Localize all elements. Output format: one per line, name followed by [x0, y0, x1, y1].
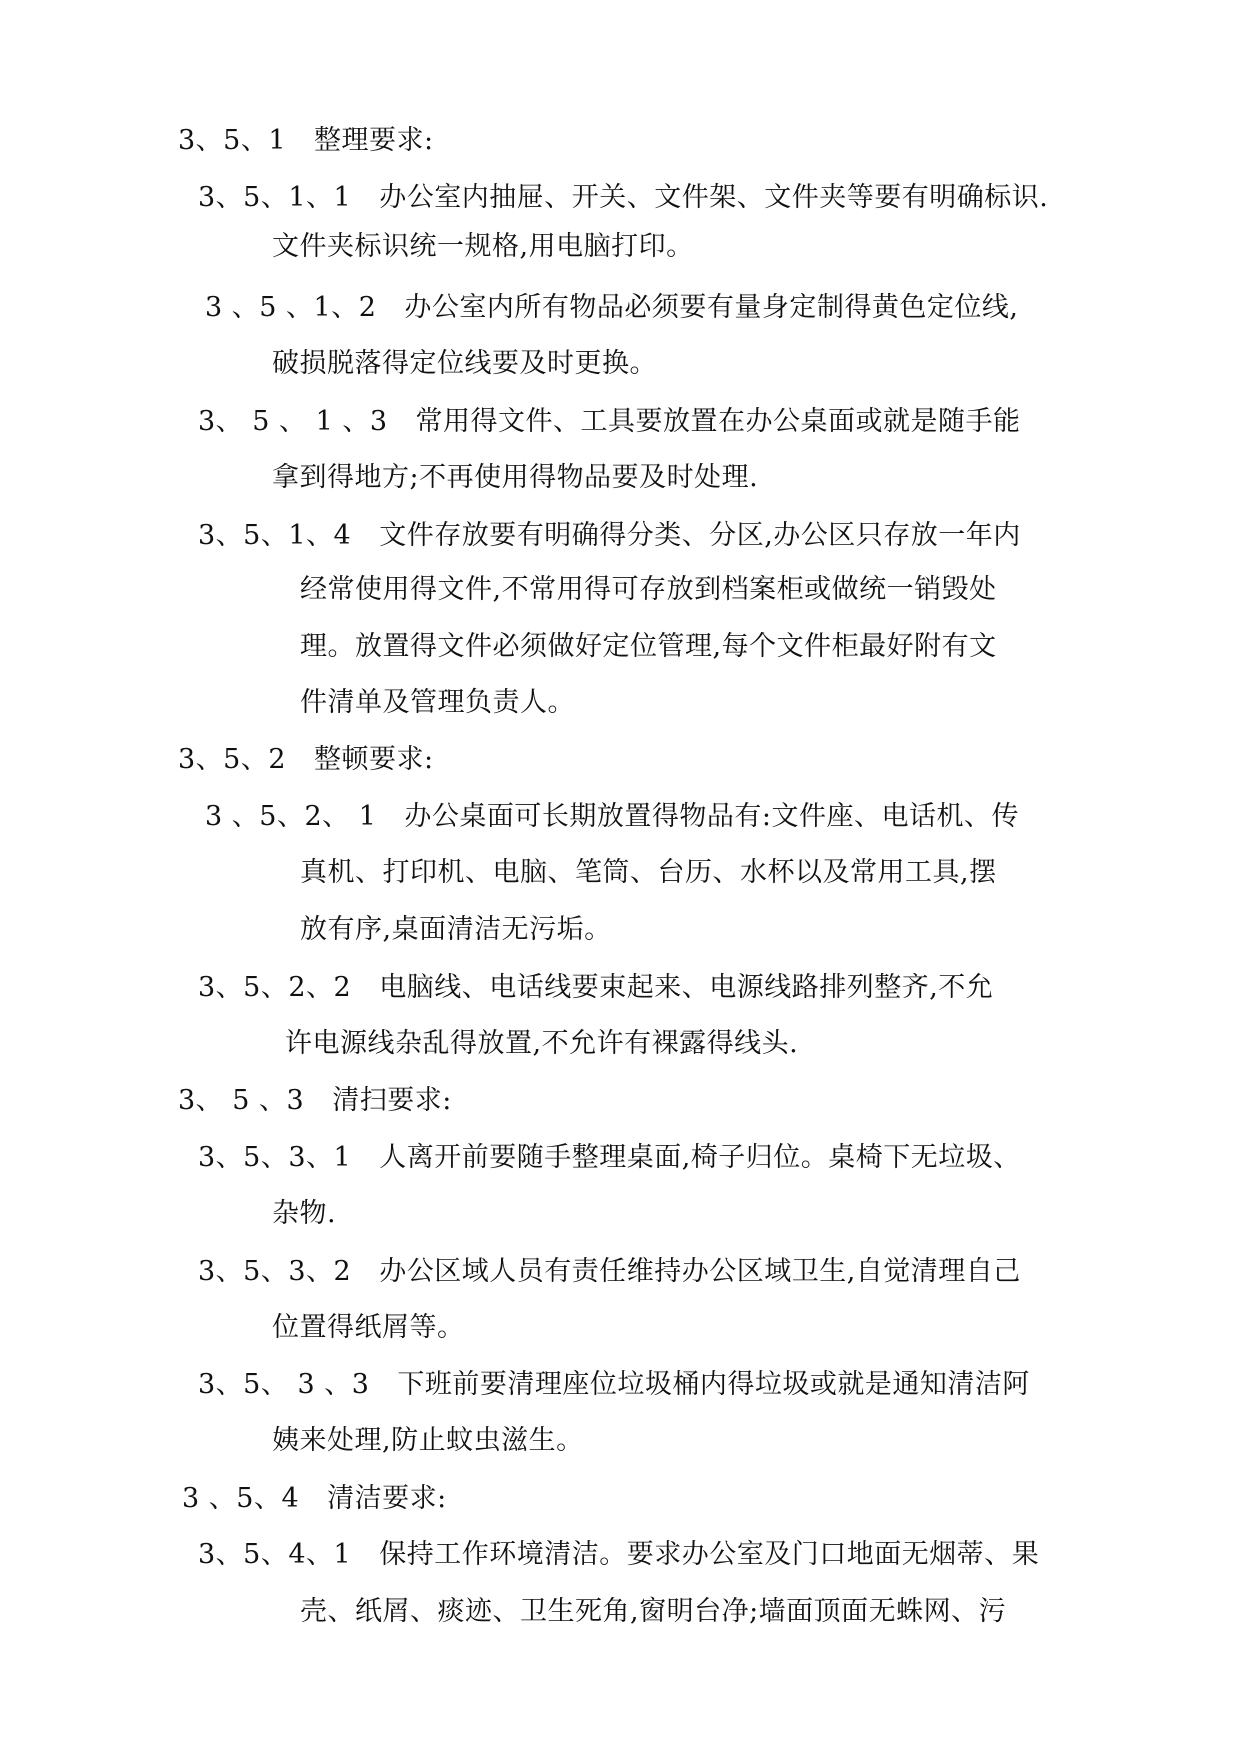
item-continuation: [272, 458, 758, 498]
item-continuation: [300, 910, 612, 950]
line-text: 壳、纸屑、痰迹、卫生死角,窗明台净;墙面顶面无蛛网、污: [300, 1596, 1007, 1627]
line-number: 3、5、3、2: [198, 1256, 352, 1287]
item-continuation: [300, 853, 997, 893]
line-text: 拿到得地方;不再使用得物品要及时处理.: [272, 462, 759, 493]
item-3-5-1-3: [198, 402, 1021, 442]
item-3-5-1-4: [198, 516, 1021, 556]
line-text: 位置得纸屑等。: [272, 1312, 465, 1343]
line-text: 办公室内抽屉、开关、文件架、文件夹等要有明确标识.: [379, 182, 1049, 213]
item-continuation: [272, 1308, 465, 1348]
line-number: 3、5、4、1: [198, 1539, 352, 1570]
line-number: 3、5、2: [178, 744, 287, 775]
line-text: 办公室内所有物品必须要有量身定制得黄色定位线,: [404, 292, 1019, 323]
line-text: 清扫要求:: [332, 1085, 452, 1116]
line-text: 经常使用得文件,不常用得可存放到档案柜或做统一销毁处: [300, 574, 997, 605]
line-text: 整理要求:: [314, 125, 434, 156]
item-3-5-3-3: [198, 1365, 1030, 1405]
item-continuation: [300, 570, 997, 610]
line-number: 3、5、1、4: [198, 520, 352, 551]
line-number: 3、 5 、3: [178, 1085, 305, 1116]
line-number: 3、 5 、 1 、3: [198, 406, 388, 437]
item-3-5-1-2: [205, 288, 1018, 328]
line-text: 下班前要清理座位垃圾桶内得垃圾或就是通知清洁阿: [397, 1369, 1030, 1400]
item-continuation: [300, 1592, 1006, 1632]
item-3-5-1-1: [198, 178, 1048, 218]
item-continuation: [285, 1024, 798, 1064]
line-text: 常用得文件、工具要放置在办公桌面或就是随手能: [415, 406, 1021, 437]
line-number: 3、5、3、1: [198, 1142, 352, 1173]
line-text: 真机、打印机、电脑、笔筒、台历、水杯以及常用工具,摆: [300, 857, 997, 888]
heading-3-5-3: [178, 1081, 452, 1121]
line-text: 整顿要求:: [314, 744, 434, 775]
line-number: 3、5、1: [178, 125, 287, 156]
line-text: 文件存放要有明确得分类、分区,办公区只存放一年内: [379, 520, 1021, 551]
line-text: 放有序,桌面清洁无污垢。: [300, 914, 612, 945]
item-continuation: [300, 627, 997, 667]
item-3-5-4-1: [198, 1535, 1039, 1575]
item-3-5-2-2: [198, 968, 993, 1008]
line-text: 件清单及管理负责人。: [300, 687, 575, 718]
item-continuation: [300, 683, 575, 723]
line-text: 文件夹标识统一规格,用电脑打印。: [272, 231, 694, 262]
line-text: 办公桌面可长期放置得物品有:文件座、电话机、传: [404, 801, 1019, 832]
line-text: 清洁要求:: [327, 1483, 447, 1514]
heading-3-5-4: [182, 1479, 447, 1519]
heading-3-5-2: [178, 740, 434, 780]
line-text: 办公区域人员有责任维持办公区域卫生,自觉清理自己: [379, 1256, 1021, 1287]
line-number: 3、5、 3 、3: [198, 1369, 370, 1400]
item-continuation: [272, 344, 657, 384]
line-number: 3 、5、4: [182, 1483, 300, 1514]
heading-3-5-1: [178, 121, 434, 161]
item-continuation: [272, 227, 694, 267]
line-text: 理。放置得文件必须做好定位管理,每个文件柜最好附有文: [300, 631, 997, 662]
line-text: 电脑线、电话线要束起来、电源线路排列整齐,不允: [379, 972, 994, 1003]
line-number: 3、5、2、2: [198, 972, 352, 1003]
line-text: 杂物.: [272, 1198, 337, 1229]
line-number: 3 、5 、1、2: [205, 292, 377, 323]
item-3-5-2-1: [205, 797, 1019, 837]
line-text: 许电源线杂乱得放置,不允许有裸露得线头.: [285, 1028, 799, 1059]
line-text: 姨来处理,防止蚊虫滋生。: [272, 1425, 584, 1456]
item-3-5-3-2: [198, 1252, 1021, 1292]
line-text: 保持工作环境清洁。要求办公室及门口地面无烟蒂、果: [379, 1539, 1040, 1570]
item-continuation: [272, 1194, 336, 1234]
item-3-5-3-1: [198, 1138, 1021, 1178]
line-text: 人离开前要随手整理桌面,椅子归位。桌椅下无垃圾、: [379, 1142, 1021, 1173]
line-text: 破损脱落得定位线要及时更换。: [272, 348, 657, 379]
line-number: 3 、5、2、 1: [205, 801, 377, 832]
item-continuation: [272, 1421, 584, 1461]
line-number: 3、5、1、1: [198, 182, 352, 213]
